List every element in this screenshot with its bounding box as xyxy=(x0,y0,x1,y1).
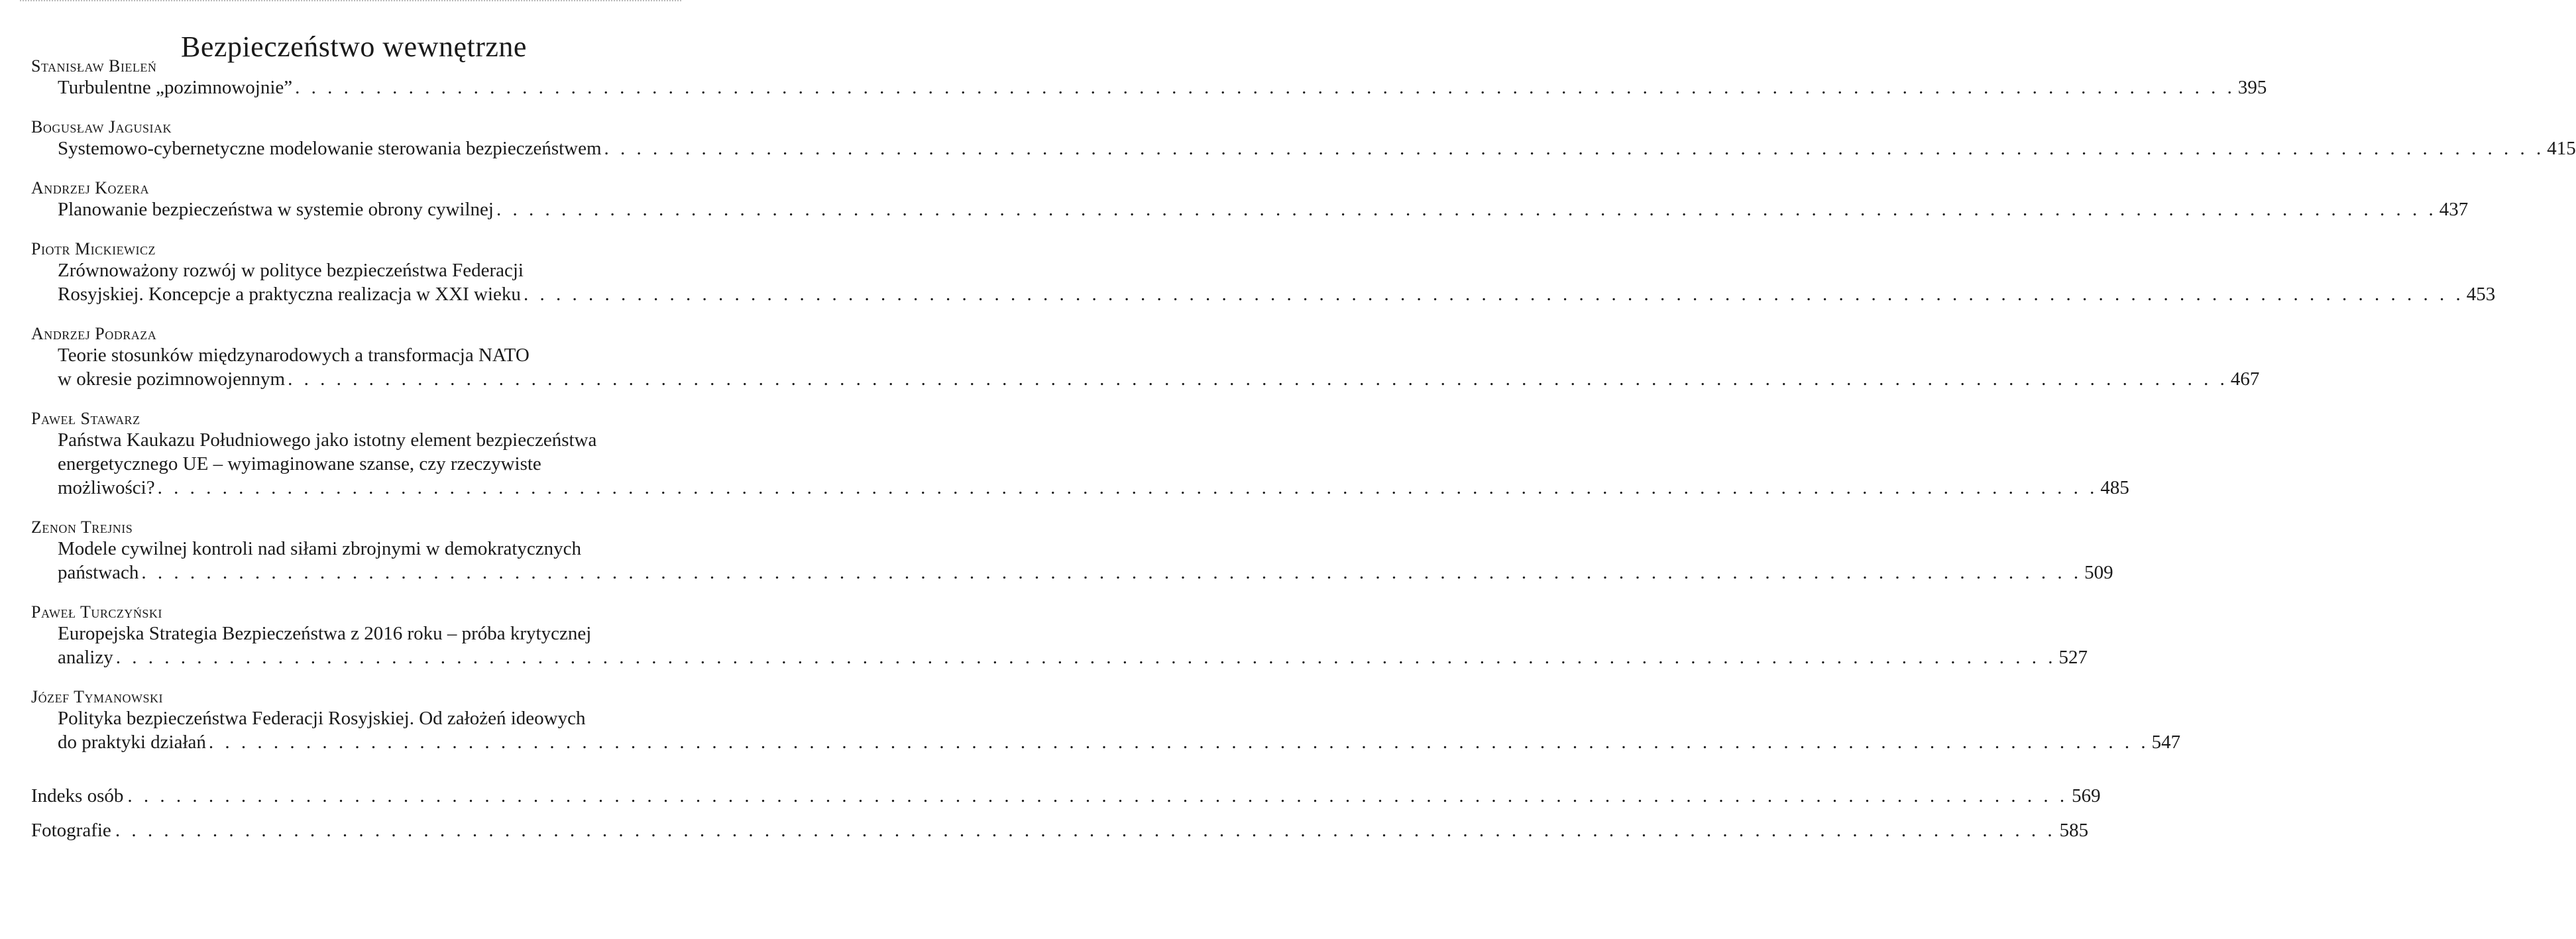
entry-title-line: Teorie stosunków międzynarodowych a transformacja NATO xyxy=(58,345,530,366)
entry-title-line: państwach xyxy=(58,562,139,583)
entry-title-line: energetycznego UE – wyimaginowane szanse, czy rzeczywiste xyxy=(58,453,541,474)
toc-entries xyxy=(31,56,2576,754)
entry-title-line: możliwości? xyxy=(58,477,155,498)
toc-entry[interactable] xyxy=(31,239,2496,306)
top-dotted-rule xyxy=(20,0,681,3)
toc-entry[interactable] xyxy=(31,518,2113,584)
dot-leader: . . . . . . . . . . . . . . . . . . . . . . . . . . . . . . . . . . . . . . . . . . . . . . . . . . . . . . . . . . . . . . . . . . . . . . . . . . . . . . . . . . . . . . . . . . . . . . . . . . . . . . . . . . . . . . . . . . . . . . . . xyxy=(288,368,2228,390)
entry-title-line: Zrównoważony rozwój w polityce bezpieczeństwa Federacji xyxy=(58,260,524,281)
entry-author: Andrzej Kozera xyxy=(31,178,150,197)
table-of-contents xyxy=(31,56,2576,843)
entry-author: Bogusław Jagusiak xyxy=(31,117,172,137)
page-number: 415 xyxy=(2547,138,2576,159)
dot-leader: . . . . . . . . . . . . . . . . . . . . . . . . . . . . . . . . . . . . . . . . . . . . . . . . . . . . . . . . . . . . . . . . . . . . . . . . . . . . . . . . . . . . . . . . . . . . . . . . . . . . . . . . . . . . . . . . . . . . . . . . xyxy=(127,785,2068,806)
entry-title-last-line xyxy=(58,367,2260,391)
entry-title xyxy=(31,428,2129,500)
page-number: 437 xyxy=(2439,199,2469,220)
toc-entry[interactable] xyxy=(31,117,2576,160)
entry-title-line: w okresie pozimnowojennym xyxy=(58,368,286,390)
entry-author: Zenon Trejnis xyxy=(31,518,133,537)
page-number: 485 xyxy=(2100,477,2129,498)
page-number: 467 xyxy=(2230,368,2260,390)
entry-title-line: Rosyjskiej. Koncepcje a praktyczna realizacja w XXI wieku xyxy=(58,284,521,305)
toc-entry[interactable] xyxy=(31,602,2088,669)
dot-leader: . . . . . . . . . . . . . . . . . . . . . . . . . . . . . . . . . . . . . . . . . . . . . . . . . . . . . . . . . . . . . . . . . . . . . . . . . . . . . . . . . . . . . . . . . . . . . . . . . . . . . . . . . . . . . . . . . . . . . . . . xyxy=(523,284,2464,305)
toc-entry[interactable] xyxy=(31,324,2260,391)
page-number: 453 xyxy=(2466,284,2496,305)
entry-title-last-line xyxy=(58,561,2113,584)
entry-title-last-line xyxy=(58,476,2129,500)
entry-title xyxy=(31,706,2181,754)
entry-title-last-line xyxy=(58,197,2469,221)
entry-title xyxy=(31,197,2469,221)
entry-title xyxy=(31,76,2267,99)
toc-extras xyxy=(31,783,2101,843)
page-number: 547 xyxy=(2151,732,2181,753)
toc-extra-entry[interactable] xyxy=(31,783,2101,808)
dot-leader: . . . . . . . . . . . . . . . . . . . . . . . . . . . . . . . . . . . . . . . . . . . . . . . . . . . . . . . . . . . . . . . . . . . . . . . . . . . . . . . . . . . . . . . . . . . . . . . . . . . . . . . . . . . . . . . . . . . . . . . . xyxy=(157,477,2098,498)
dot-leader: . . . . . . . . . . . . . . . . . . . . . . . . . . . . . . . . . . . . . . . . . . . . . . . . . . . . . . . . . . . . . . . . . . . . . . . . . . . . . . . . . . . . . . . . . . . . . . . . . . . . . . . . . . . . . . . . . . . . . . . . xyxy=(115,647,2056,668)
page-number: 527 xyxy=(2058,647,2088,668)
entry-author: Paweł Turczyński xyxy=(31,602,162,622)
dot-leader: . . . . . . . . . . . . . . . . . . . . . . . . . . . . . . . . . . . . . . . . . . . . . . . . . . . . . . . . . . . . . . . . . . . . . . . . . . . . . . . . . . . . . . . . . . . . . . . . . . . . . . . . . . . . . . . . . . . . . . . . xyxy=(604,138,2545,159)
dot-leader: . . . . . . . . . . . . . . . . . . . . . . . . . . . . . . . . . . . . . . . . . . . . . . . . . . . . . . . . . . . . . . . . . . . . . . . . . . . . . . . . . . . . . . . . . . . . . . . . . . . . . . . . . . . . . . . . . . . . . . . . xyxy=(115,820,2056,841)
entry-title xyxy=(31,343,2260,391)
extra-label: Fotografie xyxy=(31,820,111,841)
entry-title-line: analizy xyxy=(58,647,113,668)
page-number: 569 xyxy=(2072,785,2101,806)
entry-title-line: Polityka bezpieczeństwa Federacji Rosyjskiej. Od założeń ideowych xyxy=(58,708,586,729)
entry-author: Andrzej Podraza xyxy=(31,324,157,343)
extra-label: Indeks osób xyxy=(31,785,124,806)
entry-title-line: Europejska Strategia Bezpieczeństwa z 2016 roku – próba krytycznej xyxy=(58,623,592,644)
dot-leader: . . . . . . . . . . . . . . . . . . . . . . . . . . . . . . . . . . . . . . . . . . . . . . . . . . . . . . . . . . . . . . . . . . . . . . . . . . . . . . . . . . . . . . . . . . . . . . . . . . . . . . . . . . . . . . . . . . . . . . . . xyxy=(141,562,2082,583)
entry-title-last-line xyxy=(58,282,2496,306)
entry-title xyxy=(31,258,2496,306)
toc-entry[interactable] xyxy=(31,409,2129,500)
page-number: 395 xyxy=(2237,77,2267,98)
page-number: 509 xyxy=(2084,562,2113,583)
entry-title-line: Modele cywilnej kontroli nad siłami zbrojnymi w demokratycznych xyxy=(58,538,582,559)
entry-title-last-line xyxy=(58,137,2576,160)
toc-entry[interactable] xyxy=(31,56,2267,99)
entry-title-line: Planowanie bezpieczeństwa w systemie obrony cywilnej xyxy=(58,199,494,220)
entry-title-last-line xyxy=(58,645,2088,669)
entry-title xyxy=(31,537,2113,584)
entry-title xyxy=(31,622,2088,669)
entry-title xyxy=(31,137,2576,160)
dot-leader: . . . . . . . . . . . . . . . . . . . . . . . . . . . . . . . . . . . . . . . . . . . . . . . . . . . . . . . . . . . . . . . . . . . . . . . . . . . . . . . . . . . . . . . . . . . . . . . . . . . . . . . . . . . . . . . . . . . . . . . . xyxy=(208,732,2149,753)
toc-extra-entry[interactable] xyxy=(31,818,2089,843)
entry-title-line: Państwa Kaukazu Południowego jako istotny element bezpieczeństwa xyxy=(58,429,597,451)
entry-author: Paweł Stawarz xyxy=(31,409,140,428)
entry-title-last-line xyxy=(58,730,2181,754)
toc-entry[interactable] xyxy=(31,687,2181,754)
page-number: 585 xyxy=(2059,820,2089,841)
entry-title-last-line xyxy=(58,76,2267,99)
entry-title-line: Turbulentne „pozimnowojnie” xyxy=(58,77,293,98)
dot-leader: . . . . . . . . . . . . . . . . . . . . . . . . . . . . . . . . . . . . . . . . . . . . . . . . . . . . . . . . . . . . . . . . . . . . . . . . . . . . . . . . . . . . . . . . . . . . . . . . . . . . . . . . . . . . . . . . . . . . . . . . xyxy=(295,77,2235,98)
dot-leader: . . . . . . . . . . . . . . . . . . . . . . . . . . . . . . . . . . . . . . . . . . . . . . . . . . . . . . . . . . . . . . . . . . . . . . . . . . . . . . . . . . . . . . . . . . . . . . . . . . . . . . . . . . . . . . . . . . . . . . . . xyxy=(496,199,2437,220)
section-title: Bezpieczeństwo wewnętrzne xyxy=(181,30,527,64)
entry-author: Piotr Mickiewicz xyxy=(31,239,156,258)
entry-title-line: Systemowo-cybernetyczne modelowanie sterowania bezpieczeństwem xyxy=(58,138,602,159)
entry-author: Józef Tymanowski xyxy=(31,687,164,706)
entry-author: Stanisław Bieleń xyxy=(31,56,157,76)
entry-title-line: do praktyki działań xyxy=(58,732,206,753)
toc-entry[interactable] xyxy=(31,178,2469,221)
